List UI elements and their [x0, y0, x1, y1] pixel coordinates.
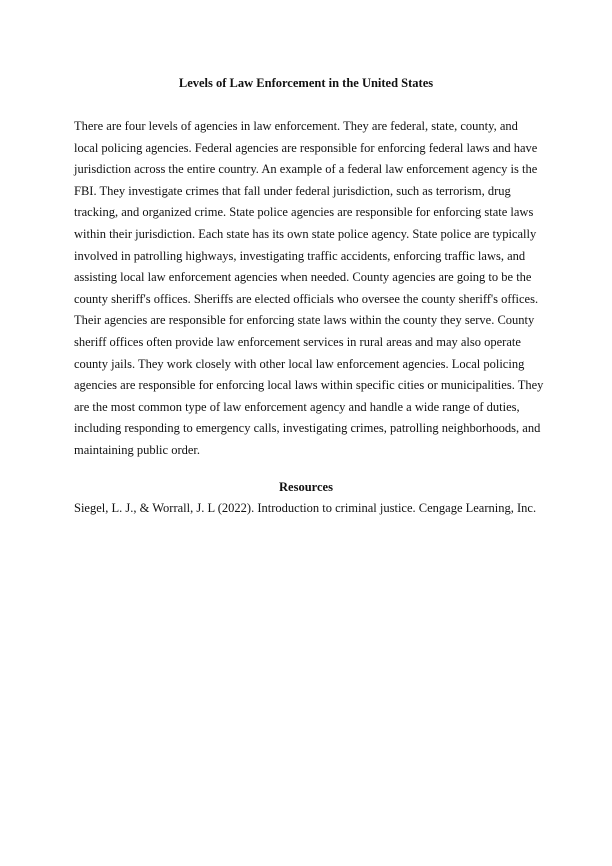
paragraph-line: sheriff offices often provide law enforcement services in rural areas and may also operate	[74, 334, 521, 349]
resources-heading: Resources	[279, 480, 333, 494]
paragraph-line: Their agencies are responsible for enforcing state laws within the county they serve. County	[74, 313, 535, 328]
document-title: Levels of Law Enforcement in the United States	[178, 76, 434, 90]
paragraph-line: tracking, and organized crime. State police agencies are responsible for enforcing state laws	[74, 205, 534, 220]
paragraph-line: local policing agencies. Federal agencies are responsible for enforcing federal laws and have	[74, 140, 538, 155]
paragraph-line: within their jurisdiction. Each state has its own state police agency. State police are typically	[74, 226, 537, 241]
paragraph-line: FBI. They investigate crimes that fall under federal jurisdiction, such as terrorism, drug	[74, 183, 511, 198]
paragraph-line: There are four levels of agencies in law enforcement. They are federal, state, county, and	[74, 119, 518, 133]
paragraph-line: county jails. They work closely with other local law enforcement agencies. Local policing	[74, 356, 525, 371]
paragraph-line: jurisdiction across the entire country. An example of a federal law enforcement agency is the	[74, 162, 538, 177]
paragraph-line: agencies are responsible for enforcing local laws within specific cities or municipalities. They	[74, 378, 544, 393]
paragraph-line: assisting local law enforcement agencies when needed. County agencies are going to be the	[74, 270, 532, 285]
paragraph-line: county sheriff's offices. Sheriffs are elected officials who oversee the county sheriff's offices.	[74, 291, 539, 306]
body-paragraph	[74, 116, 542, 462]
paragraph-line: including responding to emergency calls, investigating crimes, patrolling neighborhoods, and	[74, 421, 541, 436]
paragraph-line: maintaining public order.	[74, 442, 201, 457]
paragraph-line: involved in patrolling highways, investigating traffic accidents, enforcing traffic laws, and	[74, 248, 526, 263]
reference-citation: Siegel, L. J., & Worrall, J. L (2022). Introduction to criminal justice. Cengage Learning, Inc.	[74, 501, 537, 515]
paragraph-line: are the most common type of law enforcement agency and handle a wide range of duties,	[74, 399, 520, 414]
